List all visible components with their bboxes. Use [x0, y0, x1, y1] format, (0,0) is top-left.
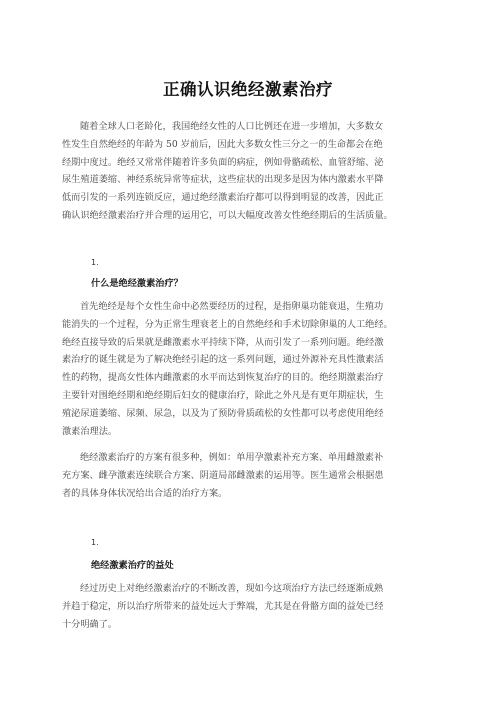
text-line: 确认识绝经激素治疗并合理的运用它，可以大幅度改善女性绝经期后的生活质量。	[62, 209, 393, 221]
text-line: 低而引发的一系列连锁反应，通过绝经激素治疗都可以得到明显的改善，因此正	[62, 192, 384, 204]
text-line: 并趋于稳定，所以治疗所带来的益处远大于弊端，尤其是在骨骼方面的益处已经	[62, 600, 384, 612]
text-line: 激素治理法。	[62, 425, 118, 437]
text-line: 殖泌尿道萎缩、尿频、尿急，以及为了预防骨质疏松的女性都可以考虑使用绝经	[62, 407, 384, 419]
text-line: 素治疗的诞生就是为了解决绝经引起的这一系列问题，通过外源补充具性激素活	[62, 354, 384, 366]
section-heading: 什么是绝经激素治疗？	[91, 278, 183, 289]
intro-paragraph	[62, 118, 436, 225]
section-number: 1.	[91, 258, 99, 267]
section1-paragraph-2	[62, 449, 436, 502]
section-number: 1.	[91, 538, 99, 547]
text-line: 首先绝经是每个女性生命中必然要经历的过程，是指卵巢功能衰退，生殖功	[80, 301, 384, 312]
section-heading: 绝经激素治疗的益处	[91, 560, 174, 571]
text-line: 十分明确了。	[62, 618, 118, 630]
text-line: 性的药物，提高女性体内雌激素的水平而达到恢复治疗的目的。绝经期激素治疗	[62, 372, 384, 384]
text-line: 绝经激素治疗的方案有很多种，例如：单用孕激素补充方案、单用雌激素补	[80, 452, 384, 463]
text-line: 充方案、雌孕激素连续联合方案、阴道局部雌激素的运用等。医生通常会根据患	[62, 469, 384, 481]
text-line: 绝经直接导致的后果就是雌激素水平持续下降，从而引发了一系列问题。绝经激	[62, 336, 384, 348]
text-line: 者的具体身体状况给出合适的治疗方案。	[62, 487, 228, 499]
text-line: 尿生殖道萎缩、神经系统异常等症状，这些症状的出现多是因为体内激素水平降	[62, 174, 384, 186]
text-line: 性发生自然绝经的年龄为 50 岁前后，因此大多数女性三分之一的生命都会在绝	[62, 138, 383, 150]
text-line: 能消失的一个过程，分为正常生理衰老上的自然绝经和手术切除卵巢的人工绝经。	[62, 318, 393, 330]
text-line: 经期中度过。绝经又常常伴随着许多负面的病症，例如骨骼疏松、血管舒缩、泌	[62, 156, 384, 168]
page-title: 正确认识绝经激素治疗	[163, 80, 333, 99]
text-line: 随着全球人口老龄化，我国绝经女性的人口比例还在进一步增加，大多数女	[80, 121, 384, 132]
section2-paragraph-1	[62, 580, 436, 633]
section1-paragraph-1	[62, 298, 436, 440]
text-line: 主要针对围绝经期和绝经期后妇女的健康治疗，除此之外凡是有更年期症状，生	[62, 389, 384, 401]
text-line: 经过历史上对绝经激素治疗的不断改善，现如今这项治疗方法已经逐渐成熟	[80, 583, 384, 594]
